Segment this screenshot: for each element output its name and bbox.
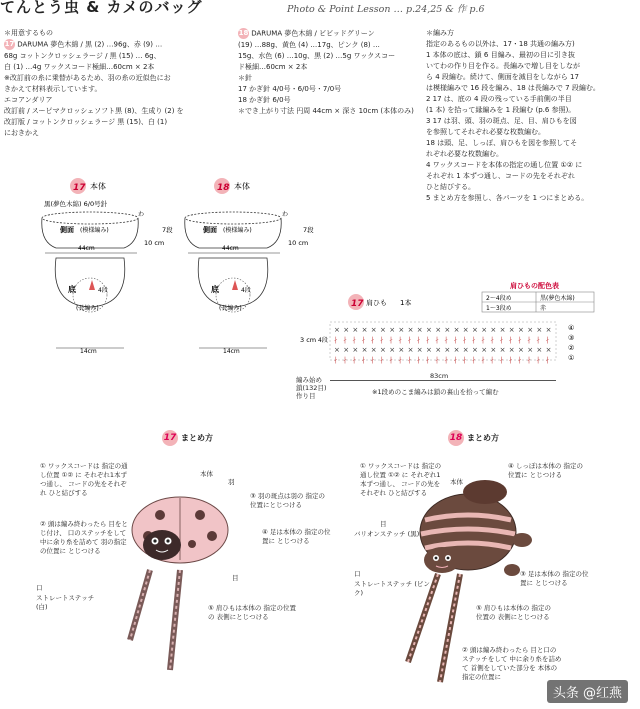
body18-num: 18 bbox=[217, 183, 230, 193]
strap-rows: 4段 bbox=[318, 337, 328, 344]
strap-stitch: ∤ bbox=[389, 356, 393, 364]
strap-stitch: × bbox=[407, 326, 414, 334]
turtle-head bbox=[424, 547, 460, 573]
strap-stitch: × bbox=[370, 346, 377, 354]
materials-17-line-2: 白 (1) …4g ワックスコード極細…60cm × 2本 bbox=[4, 62, 155, 71]
strap-stitch: × bbox=[444, 346, 451, 354]
assembly17-callout-eye: 目 bbox=[232, 574, 239, 582]
assembly18-callout-stitch: ストレートステッチ (ピンク) bbox=[354, 580, 430, 597]
strap-stitch: ∤ bbox=[416, 336, 421, 344]
body18-rim bbox=[185, 212, 281, 224]
strap-stitch: ∤ bbox=[536, 336, 540, 344]
strap-stitch: ∤ bbox=[398, 356, 402, 364]
strap-note: ※1段めのこま編みは鎖の裏山を拾って編む bbox=[372, 388, 499, 396]
materials-18 bbox=[238, 28, 423, 117]
body18-side-sub: (模様編み) bbox=[223, 227, 252, 234]
strap-stitch: ∤ bbox=[426, 336, 430, 344]
strap-stitch: ∤ bbox=[435, 356, 439, 364]
instructions-line-8: を参照してそれぞれ必要な枚数編む。 bbox=[426, 128, 545, 136]
strap-stitch: ∤ bbox=[453, 336, 458, 344]
strap-stitch: ∤ bbox=[380, 356, 384, 364]
strap-stitch: × bbox=[361, 326, 368, 334]
strap-stitch: × bbox=[472, 326, 478, 334]
materials-17-line-3: ※改訂前の糸に乗替があるため、羽の糸の近似色にお bbox=[4, 73, 171, 82]
body18-side: 側面 bbox=[203, 226, 217, 234]
strap-legend-title: 肩ひもの配色表 bbox=[510, 282, 559, 290]
strap-stitch: ∤ bbox=[545, 336, 550, 344]
body18-bottom-rows: 4段 bbox=[241, 287, 251, 294]
body17-rim bbox=[42, 212, 138, 224]
strap-stitch: × bbox=[361, 346, 368, 354]
strap-stitch: × bbox=[499, 346, 506, 354]
strap-stitch: × bbox=[536, 346, 543, 354]
strap-stitch: × bbox=[518, 326, 524, 334]
assembly17-num: 17 bbox=[162, 430, 178, 446]
strap-stitch: ∤ bbox=[334, 336, 338, 344]
strap-stitch: ∤ bbox=[481, 356, 485, 364]
strap-legend-rows-1: 2〜4段め bbox=[486, 295, 512, 302]
assembly17-callout-mouth: 口 bbox=[36, 584, 43, 592]
strap-row-4: ④ bbox=[568, 324, 575, 332]
body17-depth: 10 cm bbox=[144, 239, 165, 247]
strap-stitch: ∤ bbox=[508, 336, 513, 344]
assembly18-callout-eye: 目 bbox=[380, 520, 387, 528]
strap-row-3: ③ bbox=[568, 334, 575, 342]
strap-stitch: × bbox=[435, 346, 442, 354]
materials-18-line-2: 15g、水色 (6) …10g、黒 (2) …5g ワックスコー bbox=[238, 51, 396, 60]
assembly17-callout-wing: 羽 bbox=[228, 478, 235, 486]
body17-width: 14cm bbox=[80, 348, 97, 355]
instructions-line-0: 指定のあるもの以外は、17・18 共通の編み方) bbox=[426, 40, 575, 48]
size-heading: ＊でき上がり寸法 bbox=[238, 106, 294, 115]
strap-stitch: ∤ bbox=[453, 356, 458, 364]
materials-17-line-4: きかえて材料表示しています。 bbox=[4, 84, 102, 93]
strap-stitch: ∤ bbox=[334, 356, 338, 364]
body18-bottom-sub: (長編み) bbox=[219, 305, 242, 312]
materials-heading: ＊用意するもの bbox=[4, 29, 53, 37]
body17-num: 17 bbox=[73, 183, 86, 193]
materials-18-line-1: (19) …88g、黄色 (4) …17g、ピンク (8) … bbox=[238, 40, 380, 49]
ladybug-head bbox=[143, 530, 181, 560]
materials-17-line-7: 改訂版 / コットンクロッシェラージ 黒 (15)、白 (1) bbox=[4, 117, 168, 126]
strap-stitch: ∤ bbox=[370, 336, 375, 344]
strap-stitch: × bbox=[527, 346, 534, 354]
materials-17 bbox=[4, 28, 236, 139]
strap-stitch: ∤ bbox=[499, 336, 504, 344]
strap-stitch: × bbox=[352, 326, 359, 334]
strap-stitch: × bbox=[508, 326, 515, 334]
assembly17-callout-stitch: ストレートステッチ (白) bbox=[36, 594, 95, 611]
body17-label: 本体 bbox=[90, 182, 106, 191]
assembly17-label: まとめ方 bbox=[181, 433, 213, 443]
body17-bottom-rows: 4段 bbox=[98, 287, 108, 294]
strap-stitch: ∤ bbox=[536, 356, 540, 364]
strap-diagram bbox=[300, 294, 574, 364]
materials-17-line-8: におきかえ bbox=[4, 128, 39, 137]
strap-stitch: ∤ bbox=[407, 356, 412, 364]
instructions-line-3: ら 4 段編む。続けて、側面を減目をしながら 17 bbox=[426, 73, 579, 81]
strap-stitch: × bbox=[426, 346, 432, 354]
materials-18-badge: 18 bbox=[238, 29, 249, 37]
instructions-line-5: 2 17 は、底の 4 段の残っている手前側の半目 bbox=[426, 95, 572, 103]
body17-rows: 7段 bbox=[162, 226, 173, 234]
strap-stitch: ∤ bbox=[518, 336, 522, 344]
body18-width: 14cm bbox=[223, 348, 240, 355]
body18-bottom-outline bbox=[198, 258, 268, 307]
strap-stitch: × bbox=[334, 326, 340, 334]
assembly17-note-3: ③ 羽の斑点は羽の 指定の位置にとじつける bbox=[250, 492, 325, 509]
strap-stitch: × bbox=[416, 326, 423, 334]
watermark: 头条 @红燕 bbox=[547, 680, 628, 703]
assembly18-heading bbox=[448, 430, 499, 446]
strap-stitch: ∤ bbox=[472, 356, 476, 364]
materials-18-line-3: ド極細…60cm × 2本 bbox=[238, 62, 308, 71]
strap-row-1: ① bbox=[568, 354, 575, 362]
strap-stitch: ∤ bbox=[490, 336, 494, 344]
strap-stitch: × bbox=[389, 346, 396, 354]
strap-stitch: ∤ bbox=[462, 356, 467, 364]
strap-height: 3 cm bbox=[300, 336, 317, 344]
instructions-line-14: 5 まとめ方を参照し、各パーツを 1 つにまとめる。 bbox=[426, 194, 589, 202]
instructions-line-11: 4 ワックスコードを本体の指定の通し位置 ①② に bbox=[426, 161, 583, 169]
instructions-line-6: (1 本) を拾って縁編みを 1 段編む (p.6 参照)。 bbox=[426, 106, 576, 114]
strap-start: 編み始め 鎖(132目) 作り目 bbox=[296, 376, 327, 400]
strap-stitch: × bbox=[343, 326, 350, 334]
strap-stitch: × bbox=[481, 346, 488, 354]
strap-stitch: × bbox=[380, 326, 386, 334]
materials-17-line-0: 17 DARUMA 夢色木綿 / 黒 (2) …96g、赤 (9) … bbox=[4, 40, 163, 49]
strap-stitch: × bbox=[499, 326, 506, 334]
strap-stitch: × bbox=[334, 346, 340, 354]
strap-stitch: ∤ bbox=[508, 356, 513, 364]
strap-length: 83cm bbox=[430, 372, 449, 380]
strap-stitch: × bbox=[481, 326, 488, 334]
strap-legend bbox=[482, 281, 594, 312]
body17-circ: 44cm bbox=[78, 245, 95, 252]
strap-stitch: × bbox=[545, 346, 552, 354]
assembly17-note-1: ① ワックスコードは 指定の通し位置 ①② に それぞれ1本ずつ通し、 コードの先をそれぞれ ひと結びする bbox=[40, 462, 128, 497]
instructions-line-10: れぞれ必要な枚数編む。 bbox=[426, 150, 503, 158]
body18-circ: 44cm bbox=[222, 245, 239, 252]
assembly18-note-1: ① ワックスコードは 指定の通し位置 ①② に それぞれ1本ずつ通し、 コードの先をそれぞれ ひと結びする bbox=[360, 462, 442, 497]
materials-18-lines bbox=[238, 28, 423, 73]
needle-heading: ＊針 bbox=[238, 73, 252, 82]
page-subtitle: Photo & Point Lesson … p.24,25 & 作 p.6 bbox=[287, 4, 485, 15]
strap-stitch: ∤ bbox=[361, 336, 366, 344]
materials-17-line-1: 68g コットンクロッシェラージ / 黒 (15) … 6g、 bbox=[4, 51, 161, 60]
assembly18-note-2: ④ しっぽは本体の 指定の位置に とじつける bbox=[508, 462, 583, 479]
strap-stitches bbox=[334, 326, 551, 364]
strap-stitch: × bbox=[453, 346, 460, 354]
body18-bottom: 底 bbox=[211, 285, 219, 294]
body18-label: 本体 bbox=[234, 182, 250, 191]
size-text: 円周 44cm × 深さ 10cm (本体のみ) bbox=[296, 106, 414, 115]
strap-stitch: × bbox=[490, 346, 497, 354]
body17-side: 側面 bbox=[60, 226, 74, 234]
strap-stitch: × bbox=[435, 326, 442, 334]
strap-stitch: × bbox=[389, 326, 396, 334]
assembly17-heading bbox=[162, 430, 213, 446]
strap-stitch: × bbox=[518, 346, 524, 354]
strap-stitch: ∤ bbox=[426, 356, 430, 364]
assembly18-num: 18 bbox=[448, 430, 464, 446]
strap-stitch: ∤ bbox=[416, 356, 421, 364]
strap-stitch: ∤ bbox=[527, 336, 531, 344]
strap-stitch: ∤ bbox=[499, 356, 504, 364]
strap-stitch: ∤ bbox=[481, 336, 485, 344]
assembly18-note-5: ② 頭は編み終わったら 目と口のステッチをして 中に余り糸を詰めて 首側をしていた部分を 本体の指定の位置に bbox=[462, 646, 562, 681]
strap-stitch: × bbox=[407, 346, 414, 354]
strap-label: 肩ひも bbox=[366, 299, 387, 307]
assembly18-callout-bullion: バリオンステッチ (黒) bbox=[354, 530, 420, 538]
assembly17-note-5: ⑤ 肩ひもは本体の 指定の位置の 表側にとじつける bbox=[208, 604, 296, 621]
strap-stitch: ∤ bbox=[407, 336, 412, 344]
assembly17-note-2: ② 頭は編み終わったら 目をとじ付け、 口のステッチをして 中に余り糸を詰めて 羽の指定の位置に とじつける bbox=[40, 520, 128, 555]
strap-stitch: × bbox=[398, 346, 405, 354]
assembly18-callout-body: 本体 bbox=[450, 478, 463, 486]
materials-17-badge: 17 bbox=[4, 40, 15, 48]
strap-stitch: ∤ bbox=[343, 356, 347, 364]
strap-stitch: ∤ bbox=[518, 356, 522, 364]
strap-legend-color-1: 黒(夢色木綿) bbox=[540, 295, 575, 302]
body18-wa: わ bbox=[282, 211, 289, 218]
strap-length-line bbox=[330, 380, 556, 381]
instructions-line-1: 1 本体の底は、鎖 6 目編み、最初の目に引き抜 bbox=[426, 51, 576, 59]
strap-row-2: ② bbox=[568, 344, 575, 352]
assembly17-callout-body: 本体 bbox=[200, 470, 213, 478]
needle-line-0: 17 かぎ針 4/0号・6/0号・7/0号 bbox=[238, 84, 342, 93]
strap-stitch: ∤ bbox=[444, 336, 448, 344]
body17-side-sub: (模様編み) bbox=[80, 227, 109, 234]
strap-stitch: ∤ bbox=[361, 356, 366, 364]
strap-stitch: × bbox=[490, 326, 497, 334]
strap-stitch: ∤ bbox=[527, 356, 531, 364]
strap-stitch: ∤ bbox=[352, 336, 356, 344]
strap-stitch: × bbox=[426, 326, 432, 334]
page-title: てんとう虫 & カメのバッグ bbox=[0, 0, 203, 16]
needle-line-1: 18 かぎ針 6/0号 bbox=[238, 95, 291, 104]
instructions-line-12: それぞれ 1 本ずつ通し、コードの先をそれぞれ bbox=[426, 172, 575, 180]
body18-rows: 7段 bbox=[303, 226, 314, 234]
instructions-line-4: は模様編みで 16 段を編み、18 は長編みで 7 段編む。 bbox=[426, 84, 600, 92]
strap-stitch: × bbox=[453, 326, 460, 334]
body17-bottom: 底 bbox=[68, 285, 76, 294]
strap-stitch: × bbox=[343, 346, 350, 354]
turtle-top bbox=[463, 480, 507, 504]
body17-arrow bbox=[89, 280, 95, 290]
strap-stitch: × bbox=[472, 346, 478, 354]
strap-legend-rows-2: 1〜3段め bbox=[486, 305, 512, 312]
instructions-line-7: 3 17 は羽、頭、羽の斑点、足、目、肩ひもを図 bbox=[426, 117, 577, 125]
materials-18-line-0: 18 DARUMA 夢色木綿 / ビビッドグリーン bbox=[238, 29, 375, 38]
strap-stitch: ∤ bbox=[472, 336, 476, 344]
materials-17-line-5: エコアンダリア bbox=[4, 95, 53, 104]
instructions-line-9: 18 は頭、足、しっぽ、肩ひもを図を参照してそ bbox=[426, 139, 578, 147]
instructions-line-13: ひと結びする。 bbox=[426, 183, 475, 191]
strap-stitch: ∤ bbox=[380, 336, 384, 344]
strap-stitch: × bbox=[527, 326, 534, 334]
strap-stitch: × bbox=[536, 326, 543, 334]
assembly18-note-4: ⑤ 肩ひもは本体の 指定の位置の 表側にとじつける bbox=[476, 604, 551, 621]
body17-bottom-outline bbox=[55, 258, 125, 307]
body17-yarn: 黒(夢色木綿) 6/0号針 bbox=[44, 200, 108, 208]
needle-lines bbox=[238, 84, 423, 106]
strap-stitch: ∤ bbox=[435, 336, 439, 344]
strap-stitch: × bbox=[370, 326, 377, 334]
assembly18-label: まとめ方 bbox=[467, 433, 499, 443]
strap-stitch: × bbox=[352, 346, 359, 354]
strap-stitch: × bbox=[398, 326, 405, 334]
strap-stitch: ∤ bbox=[462, 336, 467, 344]
strap-count: 1本 bbox=[400, 299, 412, 307]
diagram-area bbox=[0, 170, 640, 370]
strap-stitch: ∤ bbox=[545, 356, 550, 364]
strap-stitch: × bbox=[380, 346, 386, 354]
strap-stitch: ∤ bbox=[398, 336, 402, 344]
strap-stitch: × bbox=[462, 326, 469, 334]
body17-bottom-sub: (長編み) bbox=[76, 305, 99, 312]
strap-stitch: × bbox=[416, 346, 423, 354]
strap-stitch: ∤ bbox=[352, 356, 356, 364]
instructions-line-2: いてわの作り目を作る。長編みで増し目をしなが bbox=[426, 62, 580, 70]
strap-stitch: ∤ bbox=[370, 356, 375, 364]
body18-depth: 10 cm bbox=[288, 239, 309, 247]
instructions-heading: ＊編み方 bbox=[426, 29, 454, 37]
strap-stitch: ∤ bbox=[490, 356, 494, 364]
strap-legend-color-2: 赤 bbox=[540, 305, 547, 312]
strap-stitch: ∤ bbox=[444, 356, 448, 364]
body18-arrow bbox=[232, 280, 238, 290]
strap-num: 17 bbox=[351, 299, 364, 309]
body18-diagram bbox=[185, 178, 317, 355]
materials-17-lines bbox=[4, 39, 236, 139]
strap-stitch: × bbox=[462, 346, 469, 354]
assembly18-callout-mouth: 口 bbox=[354, 570, 361, 578]
body17-wa: わ bbox=[138, 211, 145, 218]
assembly17-note-4: ④ 足は本体の 指定の位置に とじつける bbox=[262, 528, 331, 545]
strap-stitch: × bbox=[508, 346, 515, 354]
strap-stitch: × bbox=[545, 326, 552, 334]
strap-stitch: ∤ bbox=[343, 336, 347, 344]
strap-stitch: ∤ bbox=[389, 336, 393, 344]
body17-diagram bbox=[42, 178, 173, 355]
assembly18-note-3: ③ 足は本体の 指定の位置に とじつける bbox=[520, 570, 589, 587]
strap-stitch: × bbox=[444, 326, 451, 334]
materials-17-line-6: 改訂前 / スーピマクロッシェソフト黒 (8)、生成り (2) を bbox=[4, 106, 184, 115]
